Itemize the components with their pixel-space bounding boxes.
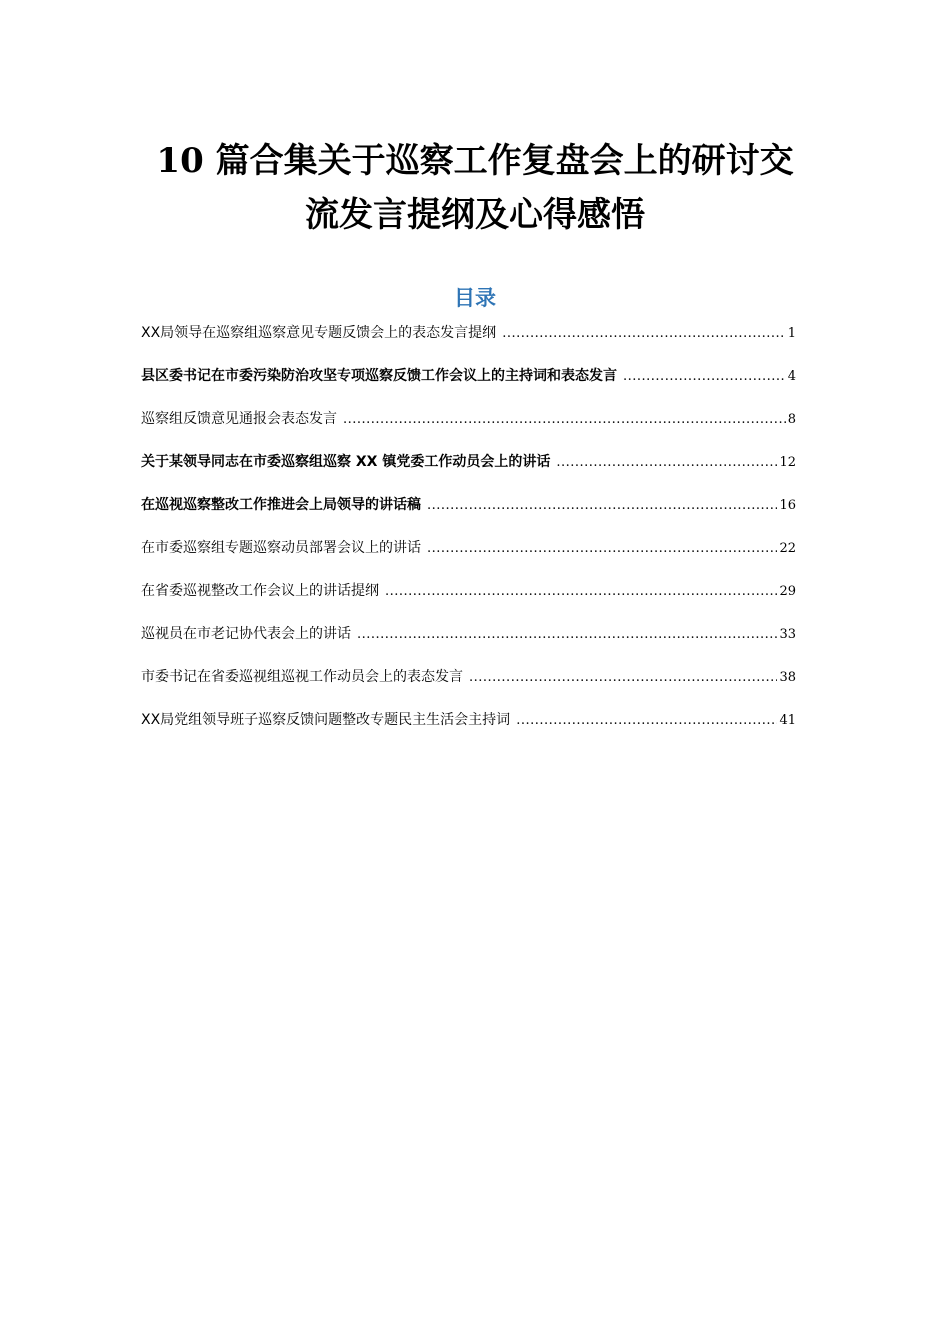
toc-page-number: 33 <box>779 627 796 642</box>
toc-dot-leader <box>516 708 777 734</box>
toc-entry[interactable] <box>141 492 796 535</box>
toc-page-number: 38 <box>779 670 796 685</box>
toc-entry-title: 巡察组反馈意见通报会表态发言 <box>141 411 337 427</box>
toc-page-number: 8 <box>787 412 796 427</box>
toc-entry-title: 在省委巡视整改工作会议上的讲话提纲 <box>141 583 379 599</box>
toc-entry-title: 县区委书记在市委污染防治攻坚专项巡察反馈工作会议上的主持词和表态发言 <box>141 368 617 384</box>
toc-dot-leader <box>502 321 786 347</box>
toc-entry-title: 在巡视巡察整改工作推进会上局领导的讲话稿 <box>141 497 421 513</box>
toc-entry[interactable] <box>141 664 796 707</box>
toc-dot-leader <box>357 622 777 648</box>
toc-page-number: 16 <box>779 498 796 513</box>
table-of-contents <box>141 320 796 750</box>
toc-entry-title: XX局领导在巡察组巡察意见专题反馈会上的表态发言提纲 <box>141 325 497 341</box>
toc-heading: 目录 <box>454 286 496 310</box>
toc-dot-leader <box>623 364 786 390</box>
document-title-line-2: 流发言提纲及心得感悟 <box>305 195 645 235</box>
toc-entry-title: XX局党组领导班子巡察反馈问题整改专题民主生活会主持词 <box>141 712 511 728</box>
toc-page-number: 22 <box>779 541 796 556</box>
toc-page-number: 41 <box>779 713 796 728</box>
toc-page-number: 1 <box>787 326 796 341</box>
toc-entry[interactable] <box>141 320 796 363</box>
toc-dot-leader <box>556 450 777 476</box>
toc-entry-title: 市委书记在省委巡视组巡视工作动员会上的表态发言 <box>141 669 463 685</box>
toc-page-number: 4 <box>787 369 796 384</box>
toc-entry[interactable] <box>141 406 796 449</box>
toc-entry-title: 关于某领导同志在市委巡察组巡察 XX 镇党委工作动员会上的讲话 <box>141 454 551 470</box>
toc-dot-leader <box>385 579 777 605</box>
toc-dot-leader <box>427 493 777 519</box>
toc-entry-title: 巡视员在市老记协代表会上的讲话 <box>141 626 351 642</box>
toc-dot-leader <box>469 665 777 691</box>
toc-entry[interactable] <box>141 535 796 578</box>
toc-entry-title: 在市委巡察组专题巡察动员部署会议上的讲话 <box>141 540 421 556</box>
toc-dot-leader <box>343 407 786 433</box>
toc-entry[interactable] <box>141 621 796 664</box>
toc-entry[interactable] <box>141 578 796 621</box>
toc-entry[interactable] <box>141 449 796 492</box>
document-title-line-1: 10 篇合集关于巡察工作复盘会上的研讨交 <box>156 141 794 181</box>
toc-entry[interactable] <box>141 363 796 406</box>
toc-page-number: 12 <box>779 455 796 470</box>
toc-entry[interactable] <box>141 707 796 750</box>
toc-page-number: 29 <box>779 584 796 599</box>
toc-dot-leader <box>427 536 777 562</box>
